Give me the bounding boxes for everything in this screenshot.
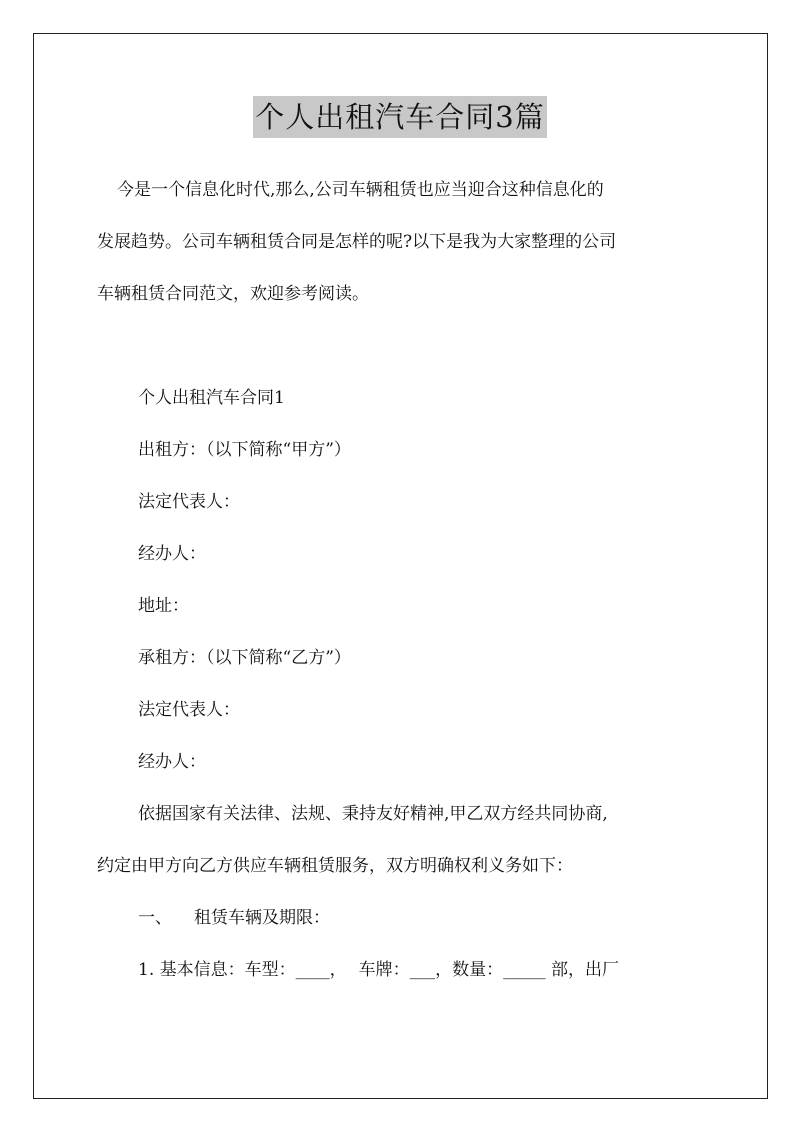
item-one-text: 基本信息：车型：____，: [159, 960, 347, 980]
agreement-line-2: 约定由甲方向乙方供应车辆租赁服务，双方明确权利义务如下：: [97, 856, 573, 876]
clause-one-number: 一、: [138, 908, 172, 928]
lessor-line: 出租方：（以下简称“甲方”）: [138, 440, 351, 460]
address-line: 地址：: [138, 596, 189, 616]
lessor-agent-line: 经办人：: [138, 544, 206, 564]
item-one: [97, 944, 717, 996]
clause-one-text: 租赁车辆及期限：: [194, 908, 330, 928]
lessee-representative-line: 法定代表人：: [138, 700, 240, 720]
lessor-representative-line: 法定代表人：: [138, 492, 240, 512]
document-title: 个人出租汽车合同3篇: [253, 96, 546, 138]
lessee-line: 承租方：（以下简称“乙方”）: [138, 648, 351, 668]
blank-line: [97, 320, 717, 372]
intro-line-3: 车辆租赁合同范文，欢迎参考阅读。: [97, 284, 369, 304]
intro-line-1: 今是一个信息化时代,那么,公司车辆租赁也应当迎合这种信息化的: [117, 180, 604, 200]
document-body: [97, 164, 717, 996]
title-container: [0, 96, 800, 138]
item-one-number: 1.: [138, 960, 155, 980]
section-heading: 个人出租汽车合同1: [138, 388, 285, 408]
clause-one: [97, 892, 717, 944]
lessee-agent-line: 经办人：: [138, 752, 206, 772]
intro-line-2: 发展趋势。公司车辆租赁合同是怎样的呢?以下是我为大家整理的公司: [97, 232, 617, 252]
agreement-line-1: 依据国家有关法律、法规、秉持友好精神,甲乙双方经共同协商,: [138, 804, 608, 824]
item-one-text-continued: 车牌：___，数量：_____ 部，出厂: [358, 960, 620, 980]
